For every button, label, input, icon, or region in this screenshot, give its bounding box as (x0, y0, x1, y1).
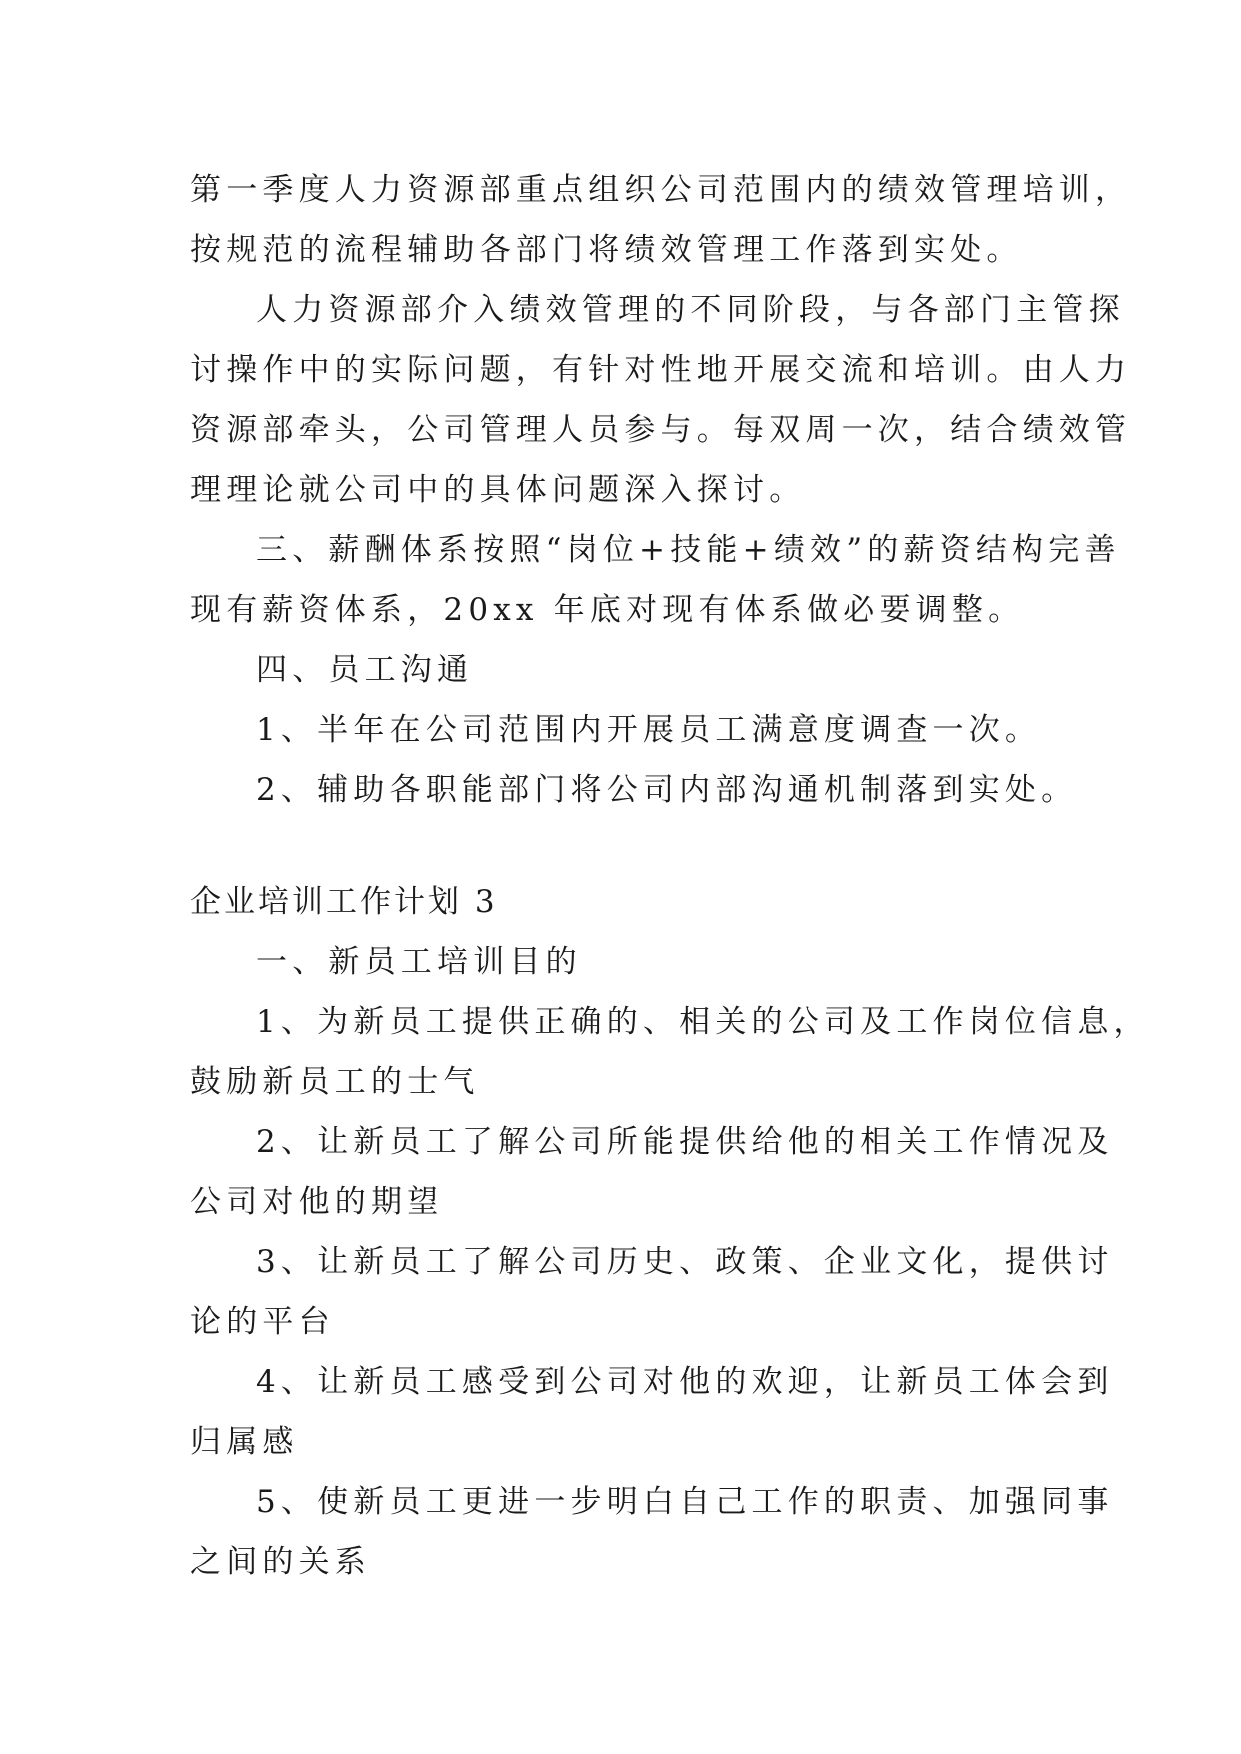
text-line: 5、使新员工更进一步明白自己工作的职责、加强同事 (256, 1484, 1114, 1520)
text-line: 按规范的流程辅助各部门将绩效管理工作落到实处。 (190, 232, 1023, 268)
text-line: 讨操作中的实际问题，有针对性地开展交流和培训。由人力 (190, 352, 1132, 388)
text-line: 3、让新员工了解公司历史、政策、企业文化，提供讨 (256, 1244, 1114, 1280)
text-line: 三、薪酬体系按照“岗位+技能+绩效”的薪资结构完善 (256, 532, 1121, 568)
text-line: 一、新员工培训目的 (256, 944, 582, 980)
text-line: 四、员工沟通 (256, 652, 474, 688)
section-gap (190, 820, 1060, 872)
text-line: 之间的关系 (190, 1544, 371, 1580)
text-line: 1、为新员工提供正确的、相关的公司及工作岗位信息， (256, 1004, 1150, 1040)
text-line: 鼓励新员工的士气 (190, 1064, 480, 1100)
text-line: 理理论就公司中的具体问题深入探讨。 (190, 472, 806, 508)
document-body (190, 160, 1150, 1592)
text-line: 2、让新员工了解公司所能提供给他的相关工作情况及 (256, 1124, 1114, 1160)
text-line: 4、让新员工感受到公司对他的欢迎，让新员工体会到 (256, 1364, 1114, 1400)
text-line: 归属感 (190, 1424, 299, 1460)
text-line: 资源部牵头，公司管理人员参与。每双周一次，结合绩效管 (190, 412, 1132, 448)
text-line: 1、半年在公司范围内开展员工满意度调查一次。 (256, 712, 1042, 748)
text-line: 公司对他的期望 (190, 1184, 444, 1220)
text-line: 第一季度人力资源部重点组织公司范围内的绩效管理培训， (190, 172, 1132, 208)
text-line: 人力资源部介入绩效管理的不同阶段，与各部门主管探 (256, 292, 1125, 328)
section-heading: 企业培训工作计划 3 (190, 884, 498, 920)
text-line: 论的平台 (190, 1304, 335, 1340)
text-line: 2、辅助各职能部门将公司内部沟通机制落到实处。 (256, 772, 1078, 808)
text-line: 现有薪资体系，20xx 年底对现有体系做必要调整。 (190, 592, 1025, 628)
